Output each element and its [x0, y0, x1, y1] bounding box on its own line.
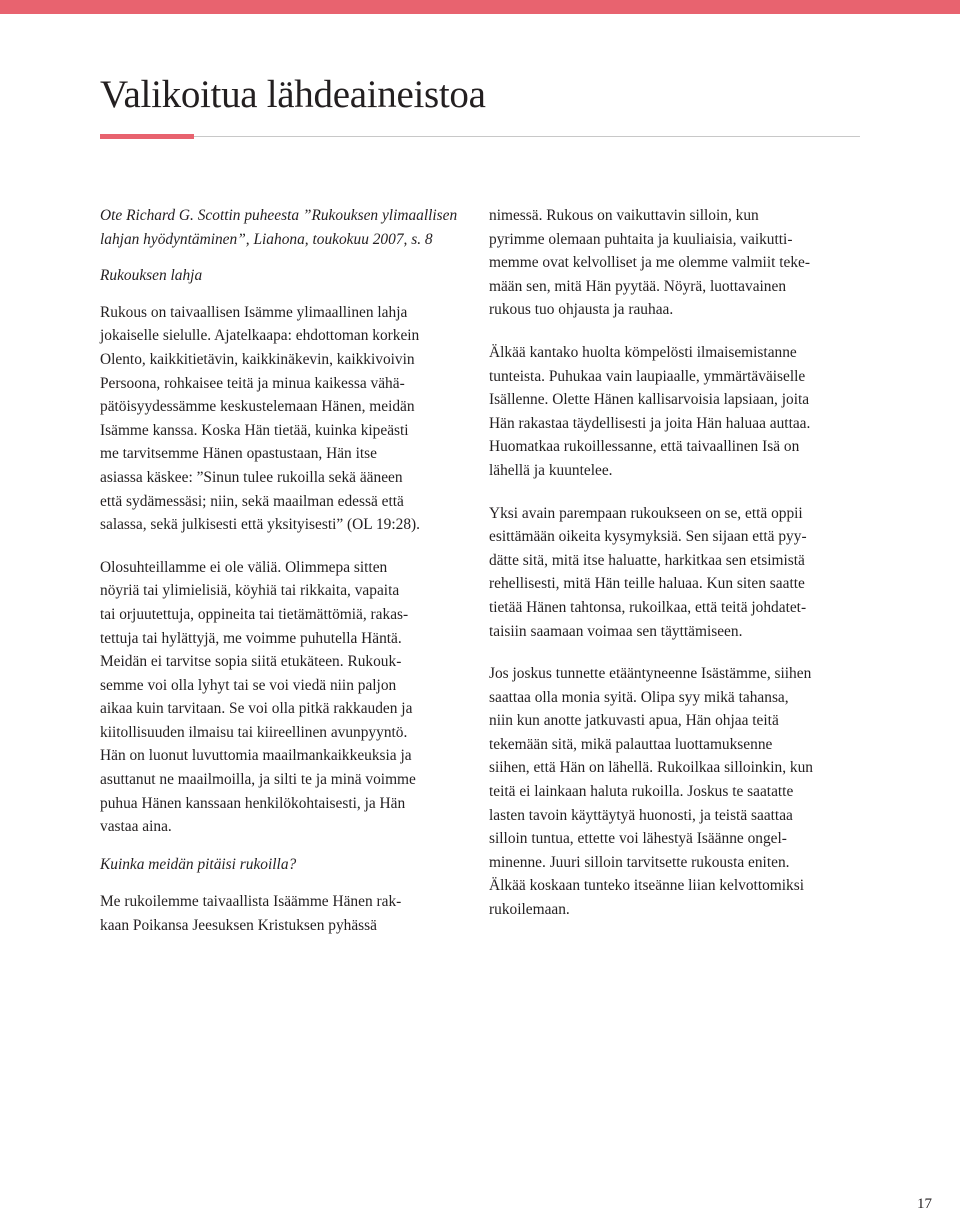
paragraph-feelings: Älkää kantako huolta kömpelösti ilmaisemistanne tunteista. Puhukaa vain laupiaalle, ymmärtäväiselle Isällenne. Olette Hänen kallisarvoisia lapsiaan, joita Hän rakastaa täydellisesti ja joita Hän haluaa auttaa. Huomatkaa rukoillessanne, että taivaallinen Isä on lähellä ja kuuntelee.	[489, 343, 811, 479]
paragraph-distance: Jos joskus tunnette etääntyneenne Isästämme, siihen saattaa olla monia syitä. Olipa syy mikä tahansa, niin kun anotte jatkuvasti apua, Hän ohjaa teitä tekemään sitä, mikä palauttaa luottamuksenne siihen, että Hän on lähellä. Rukoilkaa silloinkin, kun teitä ei lainkaan haluta rukoilla. Joskus te saatatte lasten tavoin käyttäytyä huonosti, ja teistä saattaa silloin tuntua, ettette voi lähestyä Isäänne ongel- minenne. Juuri silloin tarvitsette rukousta eniten. Älkää koskaan tunteko itseänne liian kelvottomiksi rukoilemaan.	[489, 665, 813, 919]
section-subheading: Rukouksen lahja	[100, 267, 203, 285]
paragraph-how-we-pray: Me rukoilemme taivaallista Isäämme Hänen rak- kaan Poikansa Jeesuksen Kristuksen pyhässä	[100, 893, 402, 935]
paragraph-right-questions: Yksi avain parempaan rukoukseen on se, että oppii esittämään oikeita kysymyksiä. Sen sijaan että pyy- dätte sitä, mitä itse haluatte, harkitkaa sen etsimistä rehellisesti, mitä Hän teille haluaa. Kun siten saatte tietää Hänen tahtonsa, rukoilkaa, että teitä johdatet- taisiin saamaan voimaa sen täyttämiseen.	[489, 504, 807, 640]
left-column	[100, 204, 478, 938]
page-number: 17	[917, 1196, 932, 1212]
page-title: Valikoitua lähdeaineistoa	[100, 73, 486, 116]
paragraph-circumstances: Olosuhteillamme ei ole väliä. Olimmepa sitten nöyriä tai ylimielisiä, köyhiä tai rikkaita, vapaita tai orjuutettuja, oppineita tai tietämättömiä, rakas- tettuja tai hylättyjä, me voimme puhutella Häntä. Meidän ei tarvitse sopia siitä etukäteen. Rukouk- semme voi olla lyhyt tai se voi viedä niin paljon aikaa kuin tarvitaan. Se voi olla pitkä rakkauden ja kiitollisuuden ilmaisu tai kiireellinen avunpyyntö. Hän on luonut luvuttomia maailmankaikkeuksia ja asuttanut ne maailmoilla, ja silti te ja minä voimme puhua Hänen kanssaan henkilökohtaisesti, ja Hän vastaa aina.	[100, 558, 416, 836]
right-column	[489, 204, 867, 922]
paragraph-gift-of-prayer: Rukous on taivaallisen Isämme ylimaallinen lahja jokaiselle sielulle. Ajatelkaapa: ehdottoman korkein Olento, kaikkitietävin, kaikkinäkevin, kaikkivoivin Persoona, rohkaisee teitä ja minua kaikessa vähä- pätöisyydessämme keskustelemaan Hänen, meidän Isämme kanssa. Koska Hän tietää, kuinka kipeästi me tarvitsemme Hänen opastustaan, Hän itse asiassa käskee: ”Sinun tulee rukoilla sekä ääneen että sydämessäsi; niin, sekä maailman edessä että salassa, sekä julkisesti että yksityisesti” (OL 19:28).	[100, 303, 421, 534]
source-citation: Ote Richard G. Scottin puheesta ”Rukouksen ylimaallisen lahjan hyödyntäminen”, Liahona, toukokuu 2007, s. 8	[100, 207, 458, 248]
title-divider	[100, 136, 860, 137]
top-accent-bar	[0, 0, 960, 14]
title-accent-rule	[100, 134, 194, 139]
paragraph-effective-prayer: nimessä. Rukous on vaikuttavin silloin, kun pyrimme olemaan puhtaita ja kuuliaisia, vaikutti- memme ovat kelvolliset ja me olemme valmiit teke- mään sen, mitä Hän pyytää. Nöyrä, luottavainen rukous tuo ohjausta ja rauhaa.	[489, 207, 810, 319]
section-question-heading: Kuinka meidän pitäisi rukoilla?	[100, 855, 297, 873]
